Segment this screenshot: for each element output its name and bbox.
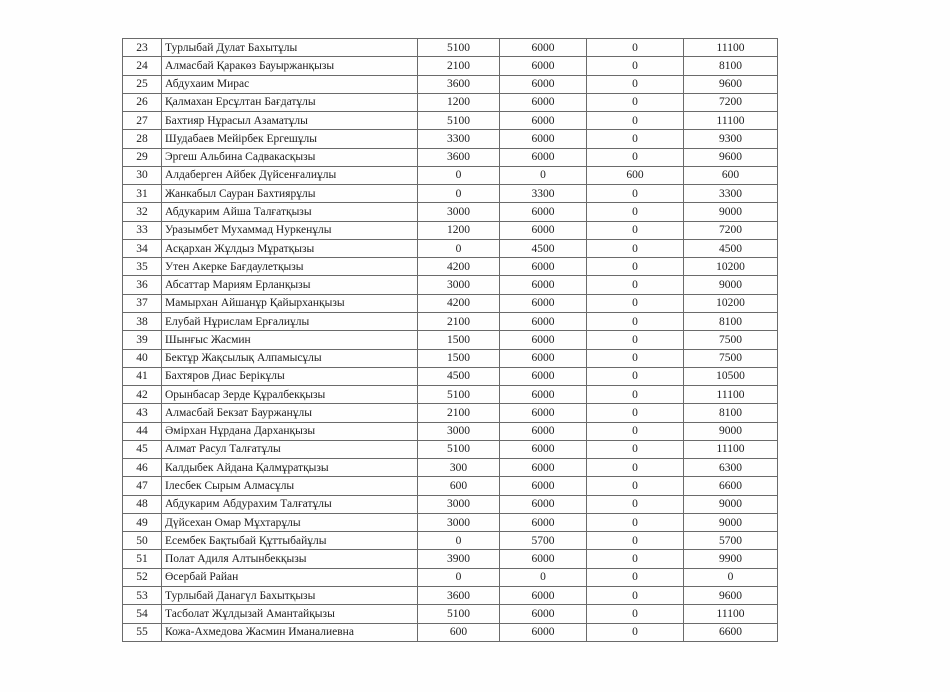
total-value: 6300 (684, 459, 778, 477)
value-col-1: 3000 (418, 276, 500, 294)
value-col-2: 6000 (500, 148, 587, 166)
value-col-1: 5100 (418, 112, 500, 130)
value-col-1: 3600 (418, 75, 500, 93)
row-number: 36 (123, 276, 162, 294)
student-name: Алдаберген Айбек Дүйсенғалиұлы (162, 166, 418, 184)
table-row (123, 294, 778, 312)
value-col-1: 2100 (418, 312, 500, 330)
row-number: 55 (123, 623, 162, 641)
value-col-3: 0 (587, 513, 684, 531)
row-number: 23 (123, 39, 162, 57)
row-number: 28 (123, 130, 162, 148)
total-value: 8100 (684, 312, 778, 330)
value-col-2: 6000 (500, 477, 587, 495)
value-col-2: 6000 (500, 386, 587, 404)
row-number: 50 (123, 532, 162, 550)
value-col-2: 6000 (500, 57, 587, 75)
table-row (123, 276, 778, 294)
value-col-3: 0 (587, 39, 684, 57)
value-col-2: 6000 (500, 440, 587, 458)
row-number: 40 (123, 349, 162, 367)
value-col-1: 4200 (418, 258, 500, 276)
table-row (123, 57, 778, 75)
value-col-3: 0 (587, 75, 684, 93)
value-col-3: 0 (587, 477, 684, 495)
row-number: 32 (123, 203, 162, 221)
value-col-2: 6000 (500, 258, 587, 276)
student-name: Эргеш Альбина Садвакасқызы (162, 148, 418, 166)
total-value: 10500 (684, 367, 778, 385)
total-value: 9300 (684, 130, 778, 148)
value-col-2: 6000 (500, 312, 587, 330)
total-value: 10200 (684, 294, 778, 312)
table-row (123, 550, 778, 568)
row-number: 47 (123, 477, 162, 495)
student-name: Дүйсехан Омар Мұхтарұлы (162, 513, 418, 531)
student-name: Абдукарим Абдурахим Талғатұлы (162, 495, 418, 513)
value-col-2: 6000 (500, 203, 587, 221)
row-number: 49 (123, 513, 162, 531)
value-col-2: 6000 (500, 513, 587, 531)
row-number: 35 (123, 258, 162, 276)
student-name: Абдукарим Айша Талғатқызы (162, 203, 418, 221)
value-col-1: 3000 (418, 203, 500, 221)
value-col-2: 6000 (500, 331, 587, 349)
value-col-2: 4500 (500, 239, 587, 257)
total-value: 9000 (684, 422, 778, 440)
total-value: 8100 (684, 57, 778, 75)
table-row (123, 221, 778, 239)
row-number: 46 (123, 459, 162, 477)
value-col-1: 5100 (418, 386, 500, 404)
value-col-3: 0 (587, 112, 684, 130)
total-value: 11100 (684, 605, 778, 623)
total-value: 11100 (684, 440, 778, 458)
student-name: Алмат Расул Талғатұлы (162, 440, 418, 458)
value-col-3: 0 (587, 586, 684, 604)
total-value: 9600 (684, 586, 778, 604)
value-col-3: 0 (587, 440, 684, 458)
row-number: 44 (123, 422, 162, 440)
value-col-1: 3300 (418, 130, 500, 148)
student-name: Қалмахан Ерсұлтан Бағдатұлы (162, 93, 418, 111)
row-number: 41 (123, 367, 162, 385)
row-number: 24 (123, 57, 162, 75)
row-number: 39 (123, 331, 162, 349)
table-row (123, 386, 778, 404)
table-row (123, 477, 778, 495)
student-name: Турлыбай Данагүл Бахытқызы (162, 586, 418, 604)
total-value: 9000 (684, 276, 778, 294)
total-value: 7500 (684, 349, 778, 367)
value-col-3: 0 (587, 568, 684, 586)
value-col-2: 6000 (500, 93, 587, 111)
table-row (123, 203, 778, 221)
value-col-1: 1500 (418, 331, 500, 349)
value-col-2: 6000 (500, 367, 587, 385)
table-row (123, 130, 778, 148)
value-col-1: 3600 (418, 586, 500, 604)
value-col-1: 0 (418, 239, 500, 257)
value-col-1: 5100 (418, 605, 500, 623)
value-col-2: 0 (500, 568, 587, 586)
student-name: Калдыбек Айдана Қалмұратқызы (162, 459, 418, 477)
value-col-2: 6000 (500, 112, 587, 130)
student-name: Ілесбек Сырым Алмасұлы (162, 477, 418, 495)
value-col-3: 600 (587, 166, 684, 184)
total-value: 9600 (684, 75, 778, 93)
value-col-2: 0 (500, 166, 587, 184)
value-col-1: 0 (418, 185, 500, 203)
value-col-3: 0 (587, 532, 684, 550)
value-col-1: 1200 (418, 93, 500, 111)
value-col-1: 3600 (418, 148, 500, 166)
row-number: 52 (123, 568, 162, 586)
value-col-3: 0 (587, 605, 684, 623)
value-col-2: 5700 (500, 532, 587, 550)
value-col-2: 6000 (500, 459, 587, 477)
student-name: Тасболат Жұлдызай Амантайқызы (162, 605, 418, 623)
value-col-2: 6000 (500, 495, 587, 513)
row-number: 53 (123, 586, 162, 604)
total-value: 9000 (684, 513, 778, 531)
student-name: Есембек Бақтыбай Құттыбайұлы (162, 532, 418, 550)
student-name: Бахтяров Диас Берікұлы (162, 367, 418, 385)
student-name: Әмірхан Нұрдана Дарханқызы (162, 422, 418, 440)
value-col-2: 6000 (500, 404, 587, 422)
value-col-3: 0 (587, 331, 684, 349)
total-value: 7200 (684, 221, 778, 239)
value-col-3: 0 (587, 459, 684, 477)
value-col-1: 2100 (418, 404, 500, 422)
student-name: Мамырхан Айшанұр Қайырханқызы (162, 294, 418, 312)
table-row (123, 166, 778, 184)
student-name: Бахтияр Нұрасыл Азаматұлы (162, 112, 418, 130)
value-col-2: 6000 (500, 130, 587, 148)
value-col-2: 6000 (500, 550, 587, 568)
total-value: 9900 (684, 550, 778, 568)
value-col-2: 6000 (500, 422, 587, 440)
total-value: 9000 (684, 203, 778, 221)
value-col-1: 0 (418, 532, 500, 550)
value-col-2: 6000 (500, 75, 587, 93)
table-row (123, 258, 778, 276)
value-col-3: 0 (587, 93, 684, 111)
value-col-3: 0 (587, 294, 684, 312)
table-row (123, 112, 778, 130)
total-value: 11100 (684, 112, 778, 130)
total-value: 6600 (684, 477, 778, 495)
value-col-1: 3000 (418, 422, 500, 440)
total-value: 3300 (684, 185, 778, 203)
value-col-2: 3300 (500, 185, 587, 203)
value-col-1: 4200 (418, 294, 500, 312)
value-col-1: 0 (418, 166, 500, 184)
value-col-3: 0 (587, 148, 684, 166)
value-col-1: 600 (418, 477, 500, 495)
total-value: 600 (684, 166, 778, 184)
value-col-1: 1200 (418, 221, 500, 239)
table-row (123, 623, 778, 641)
total-value: 9600 (684, 148, 778, 166)
table-row (123, 75, 778, 93)
table-row (123, 39, 778, 57)
row-number: 51 (123, 550, 162, 568)
value-col-3: 0 (587, 349, 684, 367)
table-body (123, 39, 778, 642)
table-row (123, 331, 778, 349)
table-row (123, 185, 778, 203)
table-row (123, 239, 778, 257)
row-number: 43 (123, 404, 162, 422)
student-name: Өсербай Райан (162, 568, 418, 586)
student-name: Жанкабыл Сауран Бахтиярұлы (162, 185, 418, 203)
total-value: 5700 (684, 532, 778, 550)
value-col-3: 0 (587, 57, 684, 75)
value-col-2: 6000 (500, 586, 587, 604)
table-row (123, 586, 778, 604)
row-number: 48 (123, 495, 162, 513)
value-col-3: 0 (587, 386, 684, 404)
student-name: Уразымбет Мухаммад Нуркенұлы (162, 221, 418, 239)
value-col-1: 3000 (418, 495, 500, 513)
table-row (123, 568, 778, 586)
value-col-2: 6000 (500, 221, 587, 239)
row-number: 26 (123, 93, 162, 111)
student-name: Полат Адиля Алтынбекқызы (162, 550, 418, 568)
value-col-3: 0 (587, 312, 684, 330)
table-row (123, 459, 778, 477)
total-value: 10200 (684, 258, 778, 276)
value-col-1: 2100 (418, 57, 500, 75)
value-col-3: 0 (587, 367, 684, 385)
value-col-3: 0 (587, 203, 684, 221)
value-col-3: 0 (587, 495, 684, 513)
student-name: Утен Акерке Бағдаулетқызы (162, 258, 418, 276)
row-number: 29 (123, 148, 162, 166)
students-payment-table (122, 38, 778, 642)
value-col-2: 6000 (500, 39, 587, 57)
row-number: 30 (123, 166, 162, 184)
value-col-1: 600 (418, 623, 500, 641)
value-col-2: 6000 (500, 623, 587, 641)
value-col-2: 6000 (500, 349, 587, 367)
value-col-3: 0 (587, 130, 684, 148)
student-name: Кожа-Ахмедова Жасмин Иманалиевна (162, 623, 418, 641)
value-col-2: 6000 (500, 294, 587, 312)
row-number: 27 (123, 112, 162, 130)
value-col-2: 6000 (500, 605, 587, 623)
row-number: 42 (123, 386, 162, 404)
value-col-3: 0 (587, 276, 684, 294)
value-col-1: 5100 (418, 440, 500, 458)
student-name: Шынғыс Жасмин (162, 331, 418, 349)
value-col-1: 5100 (418, 39, 500, 57)
value-col-3: 0 (587, 239, 684, 257)
table-row (123, 422, 778, 440)
student-name: Абдухаим Мирас (162, 75, 418, 93)
total-value: 0 (684, 568, 778, 586)
student-name: Орынбасар Зерде Құралбекқызы (162, 386, 418, 404)
value-col-3: 0 (587, 623, 684, 641)
total-value: 4500 (684, 239, 778, 257)
value-col-3: 0 (587, 185, 684, 203)
table-row (123, 93, 778, 111)
row-number: 34 (123, 239, 162, 257)
row-number: 38 (123, 312, 162, 330)
table-row (123, 404, 778, 422)
total-value: 11100 (684, 386, 778, 404)
table-row (123, 367, 778, 385)
total-value: 6600 (684, 623, 778, 641)
value-col-3: 0 (587, 404, 684, 422)
row-number: 25 (123, 75, 162, 93)
student-name: Елубай Нұрислам Ерғалиұлы (162, 312, 418, 330)
table-row (123, 349, 778, 367)
row-number: 31 (123, 185, 162, 203)
row-number: 37 (123, 294, 162, 312)
value-col-1: 3000 (418, 513, 500, 531)
row-number: 54 (123, 605, 162, 623)
student-name: Абсаттар Мариям Ерланқызы (162, 276, 418, 294)
row-number: 33 (123, 221, 162, 239)
total-value: 7500 (684, 331, 778, 349)
student-name: Турлыбай Дулат Бахытұлы (162, 39, 418, 57)
table-row (123, 440, 778, 458)
value-col-2: 6000 (500, 276, 587, 294)
student-name: Асқархан Жұлдыз Мұратқызы (162, 239, 418, 257)
value-col-3: 0 (587, 422, 684, 440)
value-col-1: 1500 (418, 349, 500, 367)
student-name: Алмасбай Бекзат Бауржанұлы (162, 404, 418, 422)
table-row (123, 605, 778, 623)
table-row (123, 495, 778, 513)
table-row (123, 532, 778, 550)
student-name: Бектұр Жақсылық Алпамысұлы (162, 349, 418, 367)
table-row (123, 513, 778, 531)
value-col-1: 4500 (418, 367, 500, 385)
value-col-3: 0 (587, 550, 684, 568)
value-col-3: 0 (587, 221, 684, 239)
table-row (123, 312, 778, 330)
row-number: 45 (123, 440, 162, 458)
total-value: 7200 (684, 93, 778, 111)
value-col-3: 0 (587, 258, 684, 276)
total-value: 8100 (684, 404, 778, 422)
value-col-1: 0 (418, 568, 500, 586)
table-row (123, 148, 778, 166)
value-col-1: 300 (418, 459, 500, 477)
student-name: Шудабаев Мейірбек Ергешұлы (162, 130, 418, 148)
total-value: 11100 (684, 39, 778, 57)
total-value: 9000 (684, 495, 778, 513)
value-col-1: 3900 (418, 550, 500, 568)
student-name: Алмасбай Қаракөз Бауыржанқызы (162, 57, 418, 75)
